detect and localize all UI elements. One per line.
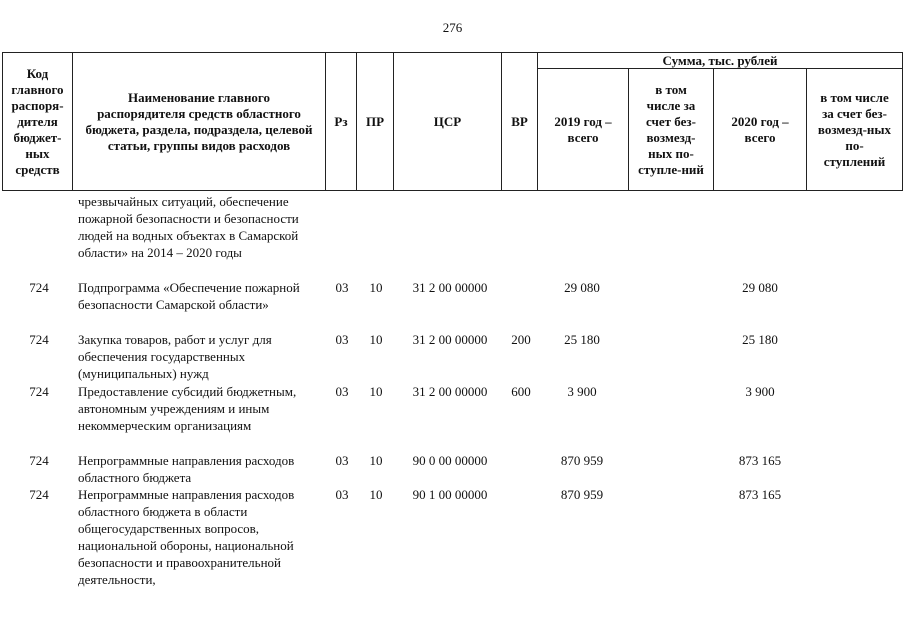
row-sum-2020: 873 165: [738, 487, 782, 502]
header-code: Код главного распоря-дителя бюджет-ных средств: [11, 65, 64, 177]
row-pr: 10: [369, 453, 383, 468]
row-rz: 03: [335, 332, 349, 347]
row-pr: 10: [369, 487, 383, 502]
row-csr: 31 2 00 00000: [412, 332, 488, 347]
row-sum-2020: 29 080: [742, 280, 778, 295]
row-csr: 31 2 00 00000: [412, 280, 488, 295]
row-rz: 03: [335, 280, 349, 295]
header-sum-group: Сумма, тыс. рублей: [662, 52, 778, 68]
header-sum-2020: 2020 год – всего: [731, 113, 789, 145]
row-code: 724: [29, 384, 49, 399]
header-name: Наименование главного распорядителя средств областного бюджета, раздела, подраздела, целевой статьи, группы видов расходов: [85, 89, 313, 153]
row-pr: 10: [369, 332, 383, 347]
row-code: 724: [29, 280, 49, 295]
row-sum-2020: 3 900: [745, 384, 775, 399]
header-sum-2020-free: в том числе за счет без-возмезд-ных по-ступлений: [817, 89, 892, 169]
row-sum-2019: 3 900: [567, 384, 597, 399]
row-name: чрезвычайных ситуаций, обеспечение пожарной безопасности и безопасности людей на водных объектах в Самарской области» на 2014 – 2020 годы: [78, 194, 299, 260]
row-sum-2020: 873 165: [738, 453, 782, 468]
col-divider: [902, 52, 903, 191]
header-sum-2019-free: в том числе за счет без-возмезд-ных по-ступле-ний: [638, 81, 704, 177]
header-sum-2019: 2019 год – всего: [554, 113, 612, 145]
row-name: Непрограммные направления расходов областного бюджета: [78, 453, 295, 485]
header-csr: ЦСР: [433, 113, 462, 129]
row-rz: 03: [335, 384, 349, 399]
row-name: Закупка товаров, работ и услуг для обеспечения государственных (муниципальных) нужд: [78, 332, 272, 381]
row-sum-2019: 29 080: [564, 280, 600, 295]
row-code: 724: [29, 453, 49, 468]
row-sum-2020: 25 180: [742, 332, 778, 347]
row-rz: 03: [335, 453, 349, 468]
row-csr: 90 0 00 00000: [412, 453, 488, 468]
row-code: 724: [29, 487, 49, 502]
page-number: 276: [442, 20, 463, 35]
row-sum-2019: 25 180: [564, 332, 600, 347]
header-bottom-border: [2, 190, 903, 191]
row-code: 724: [29, 332, 49, 347]
header-rz: Рз: [334, 113, 348, 129]
row-sum-2019: 870 959: [560, 453, 604, 468]
row-csr: 90 1 00 00000: [412, 487, 488, 502]
row-rz: 03: [335, 487, 349, 502]
row-name: Подпрограмма «Обеспечение пожарной безопасности Самарской области»: [78, 280, 300, 312]
row-name: Предоставление субсидий бюджетным, автономным учреждениям и иным некоммерческим организациям: [78, 384, 297, 433]
row-name: Непрограммные направления расходов областного бюджета в области общегосударственных вопросов, национальной обороны, национальной безопасности и правоохранительной деятельности,: [78, 487, 295, 587]
row-csr: 31 2 00 00000: [412, 384, 488, 399]
row-pr: 10: [369, 280, 383, 295]
row-pr: 10: [369, 384, 383, 399]
row-sum-2019: 870 959: [560, 487, 604, 502]
header-vr: ВР: [511, 113, 528, 129]
row-vr: 200: [511, 332, 531, 347]
header-pr: ПР: [365, 113, 385, 129]
row-vr: 600: [511, 384, 531, 399]
